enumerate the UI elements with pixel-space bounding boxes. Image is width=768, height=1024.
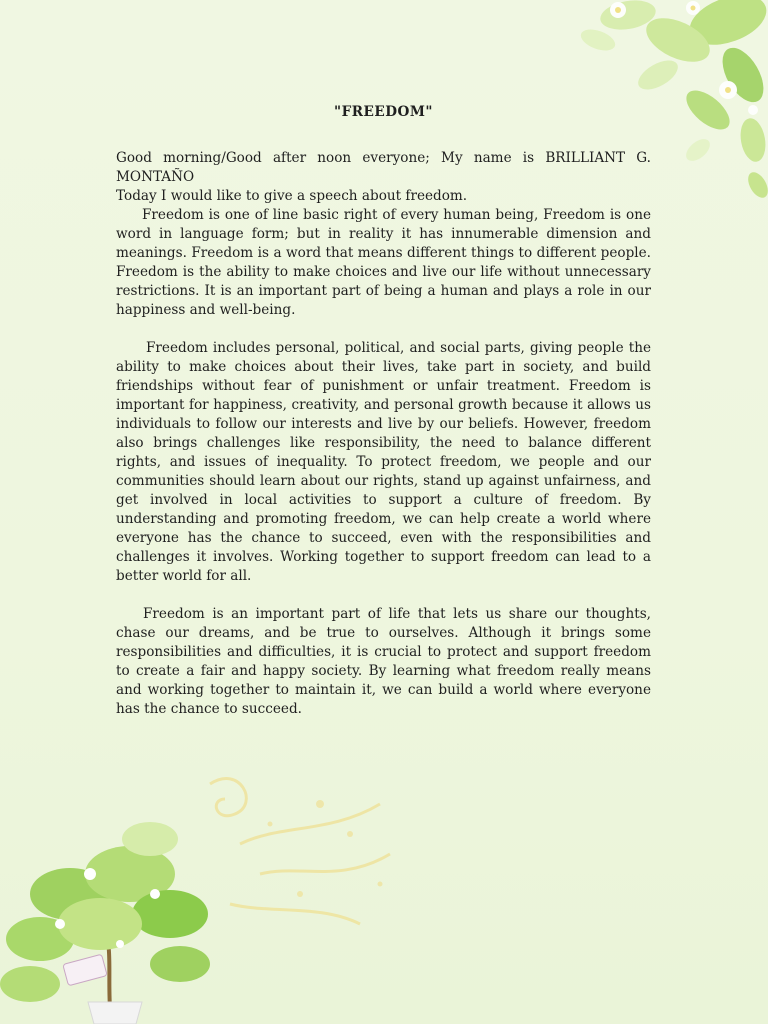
speech-body bbox=[116, 103, 651, 719]
potted-plant-decoration-bottom-left bbox=[0, 764, 410, 1024]
document-title: "FREEDOM" bbox=[333, 104, 433, 120]
paragraph-3: Freedom is an important part of life that lets us share our thoughts, chase our dreams, and be true to ourselves. Although it brings some responsibilities and difficulties, it is crucial to protect and support freedom to create a fair and happy society. By learning what freedom really means and working together to maintain it, we can build a world where everyone has the chance to succeed. bbox=[116, 606, 651, 717]
paragraph-spacer bbox=[116, 320, 651, 339]
intro-line: Today I would like to give a speech about freedom. bbox=[116, 188, 468, 204]
paragraph-1: Freedom is one of line basic right of every human being, Freedom is one word in language form; but in reality it has innumerable dimension and meanings. Freedom is a word that means different things to different people. Freedom is the ability to make choices and live our life without unnecessary restrictions. It is an important part of being a human and plays a role in our happiness and well-being. bbox=[116, 207, 651, 318]
paragraph-spacer bbox=[116, 586, 651, 605]
paragraph-2: Freedom includes personal, political, and social parts, giving people the ability to make choices about their lives, take part in society, and build friendships without fear of punishment or unfair treatment. Freedom is important for happiness, creativity, and personal growth because it allows us individuals to follow our interests and live by our beliefs. However, freedom also brings challenges like responsibility, the need to balance different rights, and issues of inequality. To protect freedom, we people and our communities should learn about our rights, stand up against unfairness, and get involved in local activities to support a culture of freedom. By understanding and promoting freedom, we can help create a world where everyone has the chance to succeed, even with the responsibilities and challenges it involves. Working together to support freedom can lead to a better world for all. bbox=[116, 340, 651, 584]
greeting-line: Good morning/Good after noon everyone; My name is BRILLIANT G. MONTAÑO bbox=[116, 150, 651, 185]
